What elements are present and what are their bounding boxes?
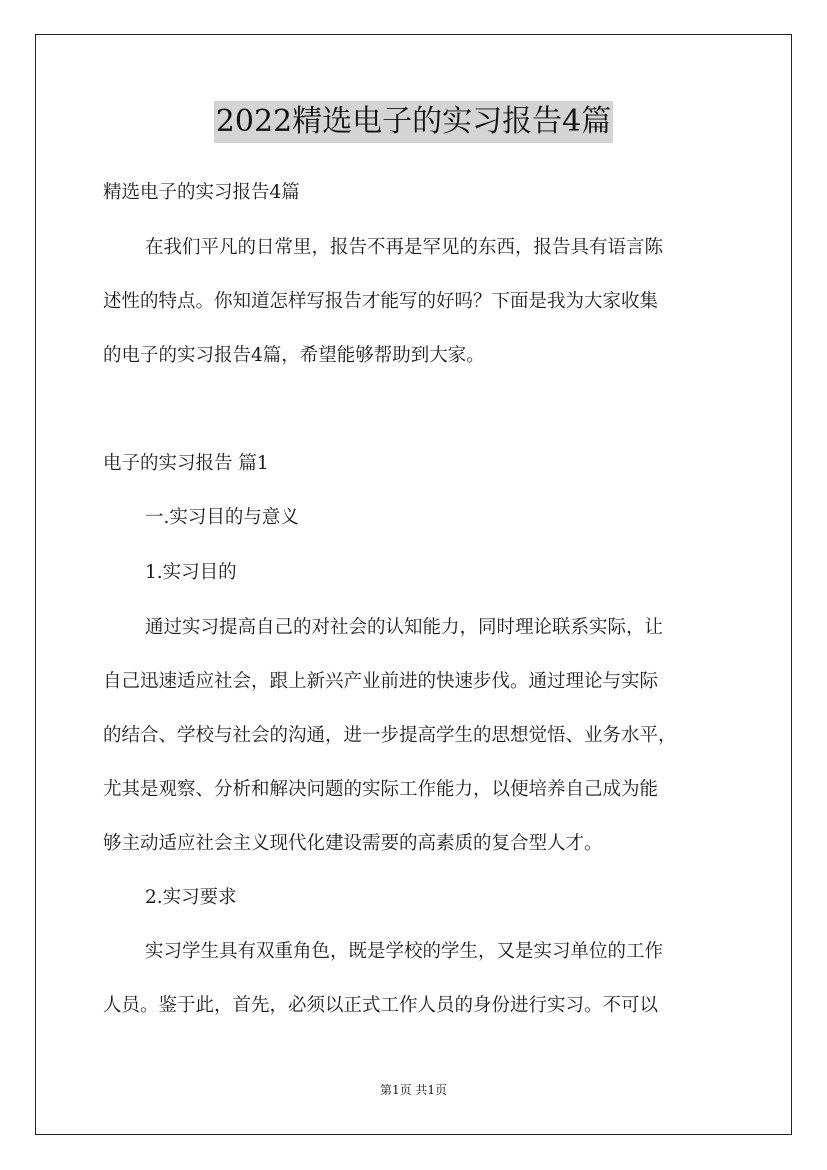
paragraph-line: 够主动适应社会主义现代化建设需要的高素质的复合型人才。 bbox=[103, 833, 603, 854]
paragraph-line: 的结合、学校与社会的沟通，进一步提高学生的思想觉悟、业务水平， bbox=[103, 725, 677, 746]
section-heading: 电子的实习报告 篇1 bbox=[103, 453, 269, 474]
intro-line: 在我们平凡的日常里，报告不再是罕见的东西，报告具有语言陈 bbox=[145, 237, 664, 258]
document-title: 2022精选电子的实习报告4篇 bbox=[214, 101, 613, 143]
heading-purpose: 1.实习目的 bbox=[145, 562, 237, 583]
intro-line: 述性的特点。你知道怎样写报告才能写的好吗？下面是我为大家收集 bbox=[103, 291, 659, 312]
paragraph-line: 实习学生具有双重角色，既是学校的学生，又是实习单位的工作 bbox=[145, 941, 664, 962]
paragraph-line: 通过实习提高自己的对社会的认知能力，同时理论联系实际，让 bbox=[145, 617, 664, 638]
heading-requirements: 2.实习要求 bbox=[145, 887, 237, 908]
intro-line: 的电子的实习报告4篇，希望能够帮助到大家。 bbox=[103, 345, 485, 366]
heading-purpose-meaning: 一.实习目的与意义 bbox=[145, 507, 299, 528]
page-footer: 第1页 共1页 bbox=[379, 1083, 448, 1097]
title-container bbox=[0, 101, 827, 143]
paragraph-line: 自己迅速适应社会，跟上新兴产业前进的快速步伐。通过理论与实际 bbox=[103, 671, 659, 692]
subtitle-line: 精选电子的实习报告4篇 bbox=[103, 182, 300, 203]
paragraph-line: 尤其是观察、分析和解决问题的实际工作能力，以便培养自己成为能 bbox=[103, 779, 659, 800]
paragraph-line: 人员。鉴于此，首先，必须以正式工作人员的身份进行实习。不可以 bbox=[103, 995, 659, 1016]
